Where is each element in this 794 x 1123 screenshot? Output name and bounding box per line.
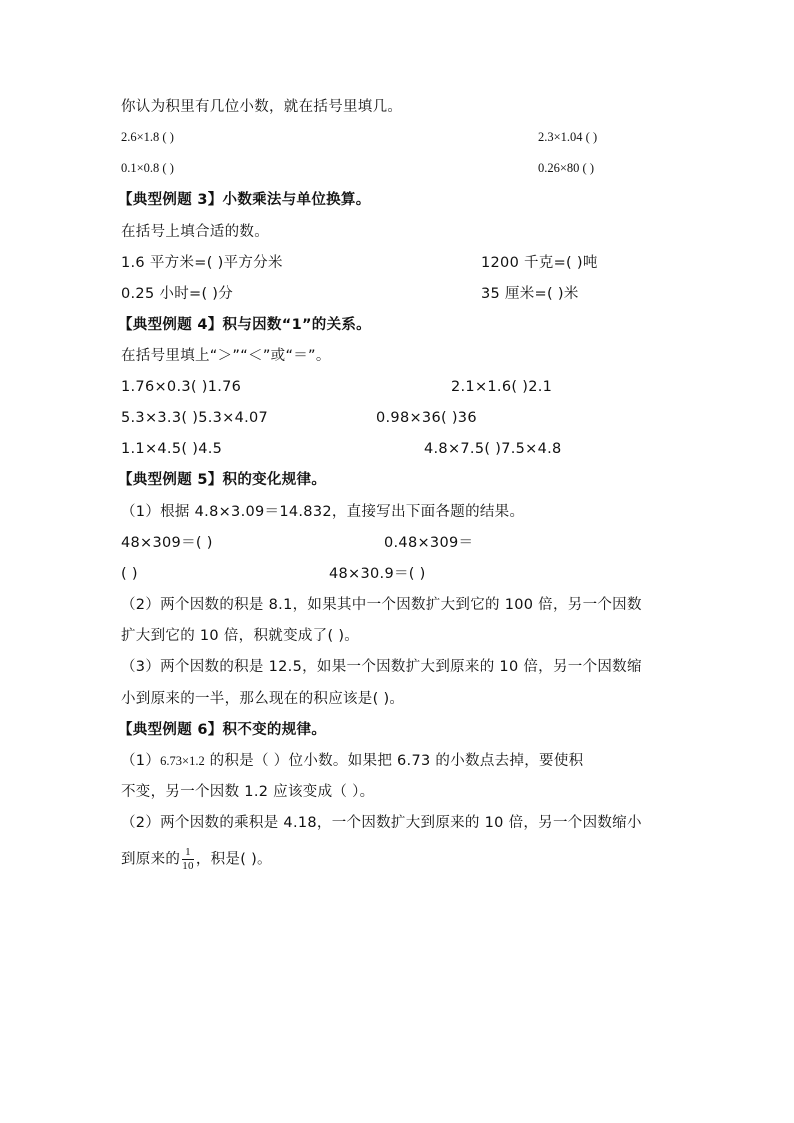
instruction-example-3: 在括号上填合适的数。 — [121, 224, 269, 240]
problem-6-2-line1: （2）两个因数的乘积是 4.18，一个因数扩大到原来的 10 倍，另一个因数缩小 — [121, 815, 642, 831]
fraction-denominator: 10 — [182, 860, 194, 872]
problem-6-2-suffix: ，积是( )。 — [195, 851, 272, 868]
problem-6-2-prefix: 到原来的 — [121, 851, 181, 868]
problem-5-3-line2: 小到原来的一半，那么现在的积应该是( )。 — [121, 691, 405, 707]
instruction-example-4: 在括号里填上“＞”“＜”或“＝”。 — [121, 348, 331, 364]
compare-3: 5.3×3.3( )5.3×4.07 — [121, 410, 269, 426]
problem-6-1-line1 — [121, 751, 583, 771]
problem-5-2-line2: 扩大到它的 10 倍，积就变成了( )。 — [121, 628, 360, 644]
unit-conversion-4: 35 厘米=( )米 — [481, 286, 579, 302]
problem-5-2-line1: （2）两个因数的积是 8.1，如果其中一个因数扩大到它的 100 倍，另一个因数 — [121, 597, 642, 613]
unit-conversion-1: 1.6 平方米=( )平方分米 — [121, 255, 283, 271]
compare-4: 0.98×36( )36 — [376, 410, 477, 426]
compare-1: 1.76×0.3( )1.76 — [121, 379, 242, 395]
heading-example-4: 【典型例题 4】积与因数“1”的关系。 — [118, 317, 371, 333]
exercise-a3: 0.1×0.8 ( ) — [121, 161, 174, 175]
problem-6-1-prefix: （1） — [121, 753, 161, 769]
unit-conversion-3: 0.25 小时=( )分 — [121, 286, 234, 302]
problem-5-1: （1）根据 4.8×3.09＝14.832，直接写出下面各题的结果。 — [121, 504, 525, 520]
result-2: 0.48×309＝ — [384, 535, 474, 551]
result-2-answer: ( ) — [121, 566, 138, 582]
heading-example-5: 【典型例题 5】积的变化规律。 — [118, 472, 327, 488]
compare-2: 2.1×1.6( )2.1 — [451, 379, 553, 395]
problem-6-1-expression: 6.73×1.2 — [160, 754, 205, 768]
heading-example-3: 【典型例题 3】小数乘法与单位换算。 — [118, 192, 371, 208]
result-3: 48×30.9＝( ) — [329, 566, 426, 582]
exercise-a1: 2.6×1.8 ( ) — [121, 130, 174, 144]
heading-example-6: 【典型例题 6】积不变的规律。 — [118, 722, 327, 738]
fraction-numerator: 1 — [182, 847, 194, 860]
problem-6-2-line2 — [121, 847, 272, 872]
problem-6-1-text: 的积是（ ）位小数。如果把 6.73 的小数点去掉，要使积 — [204, 753, 584, 769]
exercise-a2: 2.3×1.04 ( ) — [538, 130, 598, 144]
result-1: 48×309＝( ) — [121, 535, 213, 551]
compare-5: 1.1×4.5( )4.5 — [121, 441, 223, 457]
intro-instruction: 你认为积里有几位小数，就在括号里填几。 — [121, 99, 403, 115]
problem-6-1-line2: 不变，另一个因数 1.2 应该变成（ ）。 — [121, 784, 375, 800]
exercise-a4: 0.26×80 ( ) — [538, 161, 594, 175]
fraction-one-tenth — [182, 847, 194, 872]
unit-conversion-2: 1200 千克=( )吨 — [481, 255, 598, 271]
problem-5-3-line1: （3）两个因数的积是 12.5，如果一个因数扩大到原来的 10 倍，另一个因数缩 — [121, 659, 642, 675]
compare-6: 4.8×7.5( )7.5×4.8 — [424, 441, 562, 457]
